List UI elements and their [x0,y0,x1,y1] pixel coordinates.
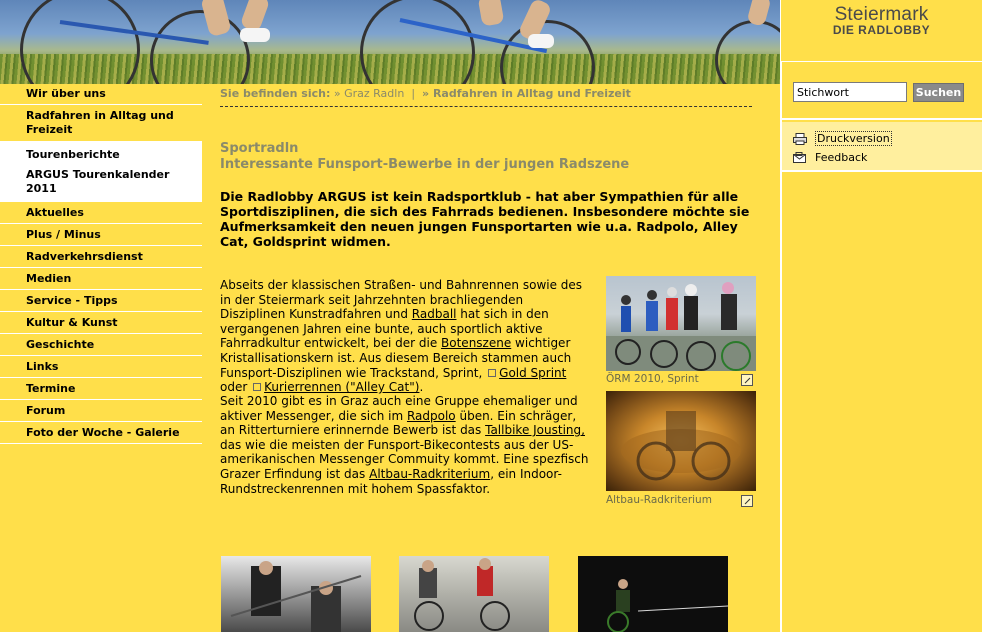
main-navigation [0,84,202,444]
nav-item-termine[interactable]: Termine [0,378,202,400]
text: wichtiger Kristallisationskern ist. Aus diesem Bereich stammen auch Funsport-Disziplinen wie Trackstand, Sprint, [220,336,572,380]
banner-wheel [360,0,475,84]
nav-item-wir-ueber-uns[interactable]: Wir über uns [0,84,202,105]
banner-shoe [240,28,270,42]
photo-caption-altbau: Altbau-Radkriterium [606,494,712,506]
link-tallbike-jousting[interactable]: Tallbike Jousting, [485,423,585,438]
link-kurierrennen[interactable]: Kurierrennen ("Alley Cat") [264,380,420,395]
text: das wie die meisten der Funsport-Bikecontests aus der US-amerikanischen Messenger Commuity kommt. Eine spezfisch Grazer Erfindung ist das [220,437,589,481]
photo-oerm-sprint[interactable] [606,276,756,371]
photo-altbau-radkriterium[interactable] [606,391,756,491]
logo-title: Steiermark [834,4,929,25]
text: , ein Indoor-Rundstreckenrennen mit hohem Spassfaktor. [220,466,562,496]
banner-wheel [500,20,595,84]
text: üben. Ein schräger, an Ritterturniere erinnernde Bewerb ist das [220,408,577,438]
article-paragraph-2 [220,394,592,496]
nav-item-kultur-kunst[interactable]: Kultur & Kunst [0,312,202,334]
feedback-link[interactable]: Feedback [815,151,868,164]
text: . [419,380,424,395]
nav-item-radfahren[interactable]: Radfahren in Alltag und Freizeit [0,105,202,142]
print-version-link[interactable]: Druckversion [817,132,890,145]
search-panel [782,62,982,120]
photo-caption-oerm: ÖRM 2010, Sprint [606,373,699,385]
logo-subtitle: DIE RADLOBBY [832,23,931,37]
enlarge-icon[interactable] [741,374,753,386]
banner-rider-leg [478,0,505,27]
article-title: Sportradln [220,141,299,156]
nav-item-aktuelles[interactable]: Aktuelles [0,202,202,224]
search-button[interactable]: Suchen [913,83,964,102]
link-gold-sprint[interactable]: Gold Sprint [499,365,567,380]
banner-wheel [150,10,250,84]
text: oder [220,380,252,395]
nav-item-service-tipps[interactable]: Service - Tipps [0,290,202,312]
photo-bottom-1[interactable] [221,556,371,632]
link-botenszene[interactable]: Botenszene [441,336,512,351]
external-link-icon [488,369,496,377]
nav-item-tourenkalender[interactable]: ARGUS Tourenkalender 2011 [0,165,202,202]
breadcrumb-separator: | [411,87,416,100]
search-input[interactable] [793,82,907,102]
text: Seit 2010 gibt es in Graz auch eine Gruppe ehemaliger und aktiver Messenger, die sich im [220,394,578,423]
header-banner-photo [0,0,780,84]
text: Abseits der klassischen Straßen- und Bahnrennen sowie des in der Steiermark seit Jahrzehnten brachliegenden Disziplinen Kunstradfahren und [220,278,583,322]
printer-icon [793,133,807,145]
link-altbau-radkriterium[interactable]: Altbau-Radkriterium [369,466,491,481]
nav-item-geschichte[interactable]: Geschichte [0,334,202,356]
nav-item-plus-minus[interactable]: Plus / Minus [0,224,202,246]
link-radball[interactable]: Radball [411,307,457,322]
nav-item-radverkehrsdienst[interactable]: Radverkehrsdienst [0,246,202,268]
site-logo[interactable] [781,0,982,62]
breadcrumb [220,87,752,107]
breadcrumb-prefix: Sie befinden sich: [220,87,331,100]
text: hat sich in den vergangenen Jahren eine bunte, auch sportlich aktive Fahrradkultur entwickelt, bei der die [220,307,549,351]
feedback-link-row[interactable] [793,151,867,164]
nav-item-tourenberichte[interactable]: Tourenberichte [0,142,202,165]
article-paragraph-1 [220,278,592,395]
photo-bottom-3[interactable] [578,556,728,632]
photo-bottom-2[interactable] [399,556,549,632]
article-subtitle: Interessante Funsport-Bewerbe in der jungen Radszene [220,157,630,172]
banner-shoe [528,34,554,48]
breadcrumb-current: » Radfahren in Alltag und Freizeit [422,87,631,100]
page-tools [782,122,982,172]
article-lead: Die Radlobby ARGUS ist kein Radsportklub - hat aber Sympathien für alle Sportdisziplinen, die sich des Fahrrads bedienen. Insbesondere möchte sie Aufmerksamkeit den neuen jungen Funsportarten wie u.a. Radpolo, Alley Cat, Goldsprint widmen. [220,189,750,249]
nav-item-forum[interactable]: Forum [0,400,202,422]
external-link-icon [253,383,261,391]
banner-wheel [20,0,140,84]
nav-item-links[interactable]: Links [0,356,202,378]
print-link-row[interactable] [793,131,892,146]
nav-item-medien[interactable]: Medien [0,268,202,290]
breadcrumb-item-graz-radln[interactable]: » Graz Radln [333,87,405,100]
banner-wheel [715,20,780,84]
nav-item-foto-der-woche[interactable]: Foto der Woche - Galerie [0,422,202,444]
envelope-icon [793,152,807,164]
enlarge-icon[interactable] [741,495,753,507]
link-radpolo[interactable]: Radpolo [406,408,456,423]
